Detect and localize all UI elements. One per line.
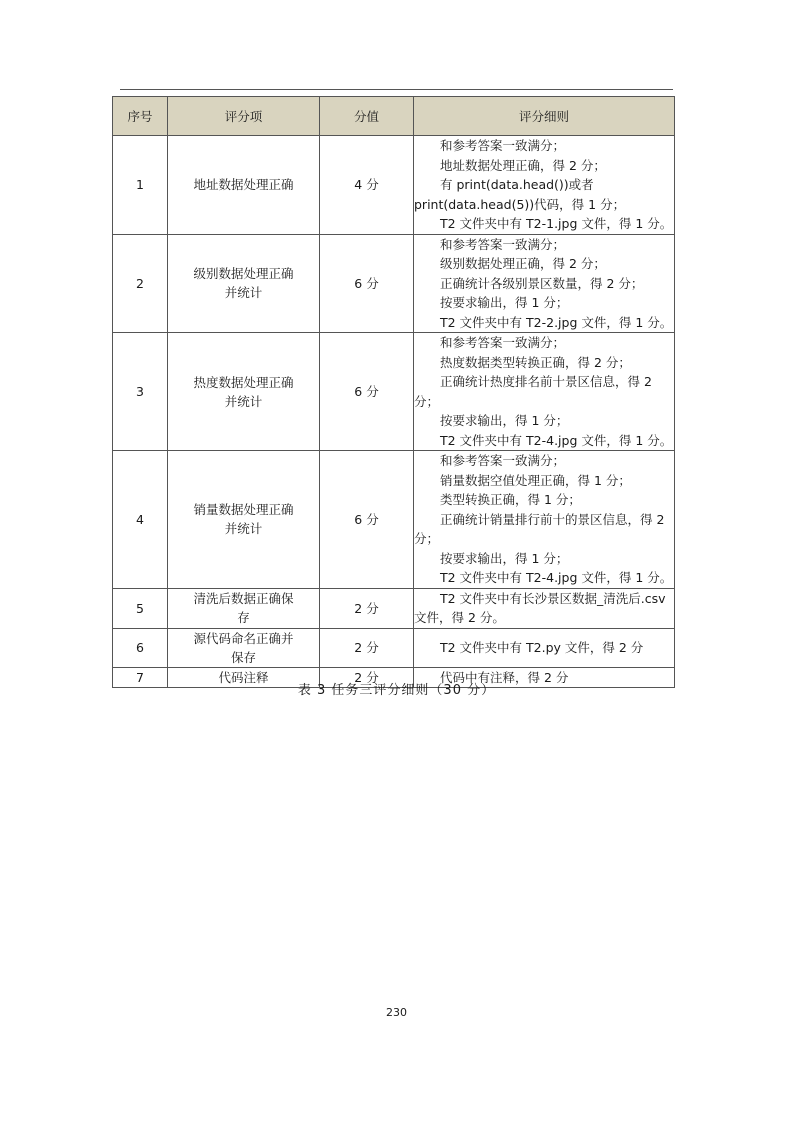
detail-line: 按要求输出，得 1 分；	[440, 550, 569, 566]
grading-table	[112, 96, 675, 688]
row-score: 2 分	[320, 667, 414, 688]
detail-line: 级别数据处理正确，得 2 分；	[440, 256, 606, 271]
row-item	[168, 588, 320, 628]
row-score: 2 分	[320, 588, 414, 628]
row-number: 2	[113, 234, 168, 333]
detail-line: 销量数据空值处理正确，得 1 分；	[440, 472, 631, 488]
table-row	[113, 451, 675, 589]
row-detail	[414, 628, 675, 667]
detail-line: T2 文件夹中有 T2-4.jpg 文件，得 1 分。	[440, 570, 673, 585]
row-number: 3	[113, 333, 168, 451]
detail-line: 和参考答案一致满分；	[440, 138, 566, 153]
row-item	[168, 234, 320, 333]
row-score: 4 分	[320, 136, 414, 235]
detail-line: 和参考答案一致满分；	[440, 453, 566, 468]
row-detail	[414, 333, 675, 451]
detail-line: T2 文件夹中有 T2.py 文件，得 2 分	[440, 639, 644, 655]
detail-line: T2 文件夹中有 T2-1.jpg 文件，得 1 分。	[440, 216, 673, 231]
row-item	[168, 451, 320, 589]
row-number: 1	[113, 136, 168, 235]
row-item	[168, 628, 320, 667]
row-item	[168, 136, 320, 235]
row-score: 6 分	[320, 451, 414, 589]
detail-line: 和参考答案一致满分；	[440, 335, 566, 350]
detail-line: 有 print(data.head())或者	[440, 177, 594, 192]
header-score: 分值	[320, 97, 414, 136]
detail-line: T2 文件夹中有 T2-2.jpg 文件，得 1 分。	[440, 314, 673, 330]
header-item: 评分项	[168, 97, 320, 136]
detail-line: 和参考答案一致满分；	[440, 236, 566, 252]
detail-line: 正确统计各级别景区数量，得 2 分；	[440, 275, 644, 291]
detail-line: 分；	[414, 393, 440, 409]
detail-line: 热度数据类型转换正确，得 2 分；	[440, 354, 631, 370]
detail-line: T2 文件夹中有 T2-4.jpg 文件，得 1 分。	[440, 432, 673, 448]
header-rule	[120, 89, 673, 90]
table-row	[113, 628, 675, 667]
row-item	[168, 333, 320, 451]
row-score: 6 分	[320, 333, 414, 451]
detail-line: 分；	[414, 531, 440, 546]
row-detail	[414, 451, 675, 589]
detail-line: 类型转换正确，得 1 分；	[440, 492, 581, 507]
row-item-label: 代码注释	[218, 669, 269, 685]
row-detail	[414, 588, 675, 628]
page-number: 230	[386, 1006, 407, 1019]
row-detail	[414, 234, 675, 333]
header-detail: 评分细则	[414, 97, 675, 136]
row-detail	[414, 136, 675, 235]
row-item-label: 级别数据处理正确并统计	[193, 266, 294, 301]
row-item-label: 销量数据处理正确并统计	[193, 502, 294, 537]
detail-line: 按要求输出，得 1 分；	[440, 295, 569, 310]
detail-line: 按要求输出，得 1 分；	[440, 413, 569, 428]
table-header-row	[113, 97, 675, 136]
row-number: 4	[113, 451, 168, 589]
row-item-label: 清洗后数据正确保存	[193, 591, 294, 625]
detail-line: 地址数据处理正确，得 2 分；	[440, 157, 606, 173]
detail-line: T2 文件夹中有长沙景区数据_清洗后.csv	[440, 590, 666, 606]
row-number: 5	[113, 588, 168, 628]
table-row	[113, 588, 675, 628]
row-item-label: 源代码命名正确并保存	[193, 630, 294, 665]
detail-line: 文件，得 2 分。	[414, 610, 505, 625]
row-number: 7	[113, 667, 168, 688]
row-score: 2 分	[320, 628, 414, 667]
header-no: 序号	[113, 97, 168, 136]
detail-line: 正确统计热度排名前十景区信息，得 2	[440, 374, 652, 389]
row-score: 6 分	[320, 234, 414, 333]
row-item-label: 地址数据处理正确	[193, 177, 294, 193]
table-row	[113, 234, 675, 333]
table-row	[113, 333, 675, 451]
row-number: 6	[113, 628, 168, 667]
row-item-label: 热度数据处理正确并统计	[193, 374, 294, 409]
detail-line: 正确统计销量排行前十的景区信息，得 2	[440, 511, 665, 527]
table-row	[113, 136, 675, 235]
table-caption: 表 3 任务三评分细则（30 分）	[297, 683, 496, 698]
detail-line: 代码中有注释，得 2 分	[440, 669, 569, 685]
detail-line: print(data.head(5))代码，得 1 分；	[414, 196, 626, 212]
